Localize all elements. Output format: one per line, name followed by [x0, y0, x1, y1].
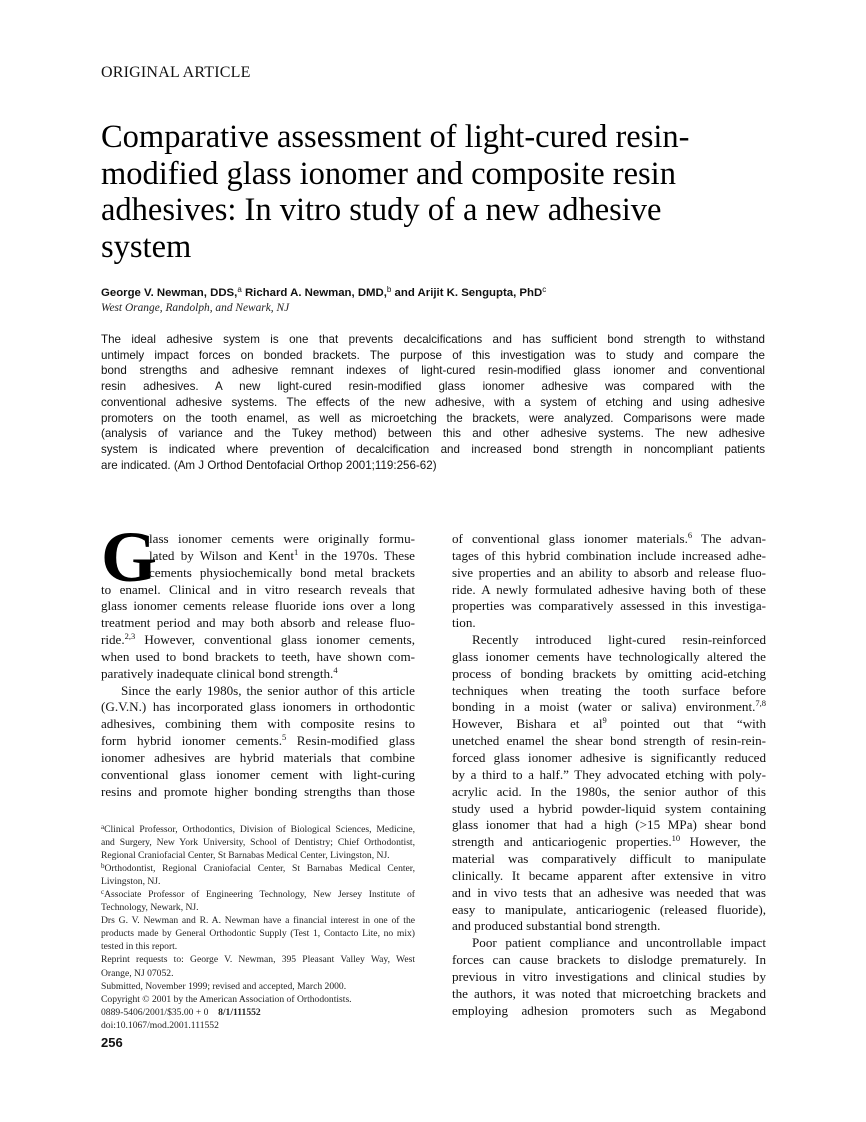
- citation-superscript: 5: [282, 732, 287, 743]
- body-right-line: study used a hybrid powder-liquid system containing: [452, 800, 766, 816]
- body-left-line: lass ionomer cements were originally formu-: [149, 531, 415, 546]
- body-right-column: [452, 531, 766, 1019]
- article-id: 8/1/111552: [218, 1006, 261, 1018]
- body-left-line: glass ionomer cements release fluoride ions over a long: [101, 598, 415, 614]
- citation-superscript: 6: [687, 530, 693, 540]
- affiliation-mark: b: [101, 862, 105, 871]
- author-location: West Orange, Randolph, and Newark, NJ: [101, 302, 290, 314]
- body-right-line: and produced substantial bond strength.: [452, 918, 661, 934]
- footnote-line: Technology, Newark, NJ.: [101, 902, 199, 914]
- citation-superscript: 7,8: [755, 698, 766, 709]
- footnotes: [101, 823, 415, 1032]
- section-label: ORIGINAL ARTICLE: [101, 64, 251, 81]
- body-left-line: when used to bond brackets to teeth, have shown com-: [101, 648, 415, 664]
- body-right-line: tion.: [452, 615, 476, 631]
- footnote-line: Livingston, NJ.: [101, 876, 161, 888]
- body-right-line: forced glass ionomer adhesive is significantly reduced: [452, 749, 766, 765]
- body-left-column: [101, 531, 415, 801]
- body-right-line: Poor patient compliance and uncontrollable impact: [472, 935, 766, 951]
- footnote-line: $^a$Clinical Professor, Orthodontics, Division of Biological Sciences, Medicine,: [101, 823, 415, 835]
- footnote-line: Regional Craniofacial Center, St Barnabas Medical Center, Livingston, NJ.: [101, 850, 390, 862]
- body-right-line: unetched enamel the shear bond strength of resin-rein-: [452, 733, 766, 749]
- body-right-line: properties was comparatively assessed in this investiga-: [452, 598, 766, 614]
- body-left-line: resins and promote higher bonding strengths than those: [101, 783, 415, 799]
- title-line: adhesives: In vitro study of a new adhesive: [101, 192, 662, 228]
- footnote-line: Submitted, November 1999; revised and accepted, March 2000.: [101, 980, 347, 992]
- page-number: 256: [101, 1035, 123, 1050]
- body-left-line: adhesives, combining them with composite resins to: [101, 716, 415, 732]
- body-left-line: conventional glass ionomer cement with light-curing: [101, 766, 415, 782]
- body-right-line: previous in vitro investigations and clinical studies by: [452, 968, 766, 984]
- citation-superscript: 2,3: [124, 631, 136, 642]
- affiliation-mark: a: [101, 823, 105, 831]
- author-name: and Arijit K. Sengupta, PhD: [394, 287, 543, 299]
- body-left-line: to enamel. Clinical and in vitro research reveals that: [101, 581, 415, 597]
- body-right-line: sive properties and an ability to absorb and release fluo-: [452, 564, 766, 580]
- body-right-line: the authors, it was noted that microetching brackets and: [452, 985, 766, 1001]
- footnote-line: tested in this report.: [101, 941, 178, 953]
- body-right-line: acrylic acid. In the 1980s, the senior author of this: [452, 783, 766, 799]
- title-line: Comparative assessment of light-cured resin-: [101, 119, 690, 155]
- body-right-line: glass ionomer that had a high (>15 MPa) shear bond: [452, 817, 766, 833]
- footnote-line: Copyright © 2001 by the American Association of Orthodontists.: [101, 993, 352, 1005]
- body-left-line: ride.$^{2,3}$ However, conventional glass ionomer cements,: [101, 631, 415, 648]
- abstract-line: system is indicated where prevention of decalcification and increased bond strength in noncompliant patients: [101, 442, 765, 456]
- body-right-line: However, Bishara et $al^9$ pointed out that “with: [452, 715, 766, 732]
- citation-superscript: 9: [602, 715, 607, 726]
- body-right-line: techniques when treating the tooth surface before: [452, 682, 766, 698]
- body-right-line: clinically. It became apparent after extensive in vitro: [452, 867, 766, 883]
- body-right-line: employing adhesion promoters such as Megabond: [452, 1002, 766, 1018]
- article-title: [101, 119, 761, 265]
- author-name: Richard A. Newman, DMD,: [244, 287, 387, 299]
- abstract-line: bond strengths and adhesive remnant indexes of light-cured resin-modified glass ionomer and conventional: [101, 364, 765, 378]
- body-right-line: forces can cause brackets to dislodge prematurely. In: [452, 952, 766, 968]
- body-left-line: ionomer adhesives are hybrid materials that combine: [101, 749, 415, 765]
- abstract-line: conventional adhesive systems. The effects of the new adhesive, with a system of etching and using adhesive: [101, 395, 765, 409]
- footnote-line: doi:10.1067/mod.2001.111552: [101, 1019, 219, 1031]
- body-right-line: of conventional glass ionomer materials.$^6$ The advan-: [452, 530, 766, 546]
- author-list: [101, 287, 546, 299]
- body-left-line: lated by Wilson and Kent$^1$ in the 1970s. These: [149, 546, 415, 563]
- abstract-line: untimely impact forces on bonded brackets. The purpose of this investigation was to study and compare the: [101, 348, 765, 362]
- body-right-line: by a third to a half.” They advocated etching with poly-: [452, 766, 766, 782]
- abstract: [101, 332, 765, 473]
- citation-superscript: 1: [293, 546, 299, 557]
- body-right-line: material was comparatively difficult to manipulate: [452, 851, 766, 867]
- footnote-line: Drs G. V. Newman and R. A. Newman have a financial interest in one of the: [101, 915, 415, 927]
- abstract-line: resin adhesives. A new light-cured resin-modified glass ionomer adhesive was compared with the: [101, 380, 765, 394]
- author-affiliation-mark: c: [542, 285, 547, 294]
- body-left-line: cements physiochemically bond metal brackets: [149, 564, 415, 580]
- footnote-line: Orange, NJ 07052.: [101, 967, 174, 979]
- footnote-line: products made by General Orthodontic Supply (Test 1, Contacto Lite, no mix): [101, 928, 415, 940]
- author-affiliation-mark: b: [386, 285, 392, 294]
- body-right-line: glass ionomer cements have technologically altered the: [452, 648, 766, 664]
- body-right-line: tages of this hybrid combination include increased adhe-: [452, 547, 766, 563]
- title-line: system: [101, 228, 192, 265]
- body-right-line: Recently introduced light-cured resin-reinforced: [472, 632, 766, 648]
- body-right-line: easy to manipulate, anticariogenic (released fluoride),: [452, 901, 766, 917]
- body-right-line: process of bonding brackets by omitting acid-etching: [452, 665, 766, 681]
- footnote-line: 0889-5406/2001/$35.00 + 0 8/1/111552: [101, 1006, 261, 1018]
- body-right-line: strength and anticariogenic properties.$^{10}$ However, the: [452, 833, 766, 850]
- body-left-line: treatment period and may both absorb and release fluo-: [101, 615, 415, 631]
- author-affiliation-mark: a: [237, 285, 242, 294]
- footnote-line: Reprint requests to: George V. Newman, 395 Pleasant Valley Way, West: [101, 954, 415, 966]
- citation-superscript: 10: [671, 833, 681, 844]
- title-line: modified glass ionomer and composite resin: [101, 155, 676, 192]
- body-left-line: Since the early 1980s, the senior author of this article: [121, 682, 415, 698]
- drop-cap: G: [101, 517, 158, 597]
- body-right-line: and in vivo tests that an adhesive was needed that was: [452, 884, 766, 900]
- body-left-line: paratively inadequate clinical bond strength.$^4$: [101, 664, 338, 681]
- body-left-line: (G.V.N.) has incorporated glass ionomers in orthodontic: [101, 699, 415, 715]
- author-name: George V. Newman, DDS,: [101, 287, 238, 299]
- abstract-line: are indicated. (Am J Orthod Dentofacial Orthop 2001;119:256-62): [101, 458, 437, 472]
- abstract-line: promoters on the tooth enamel, as well as microetching the brackets, were analyzed. Comparisons were made: [101, 411, 765, 425]
- abstract-line: (analysis of variance and the Tukey method) between this and other adhesive systems. The new adhesive: [101, 427, 765, 441]
- affiliation-mark: c: [101, 888, 105, 897]
- footnote-line: $^c$Associate Professor of Engineering Technology, New Jersey Institute of: [101, 888, 415, 901]
- footnote-line: $^b$Orthodontist, Regional Craniofacial Center, St Barnabas Medical Center,: [101, 862, 415, 875]
- body-left-line: form hybrid ionomer cements.$^5$ Resin-modified glass: [101, 732, 415, 749]
- footnote-line: and Surgery, New York University, School of Dentistry; Chief Orthodontist,: [101, 837, 415, 849]
- body-right-line: bonding in a moist (water or saliva) environment.$^{7,8}$: [452, 698, 766, 715]
- body-right-line: ride. A newly formulated adhesive having both of these: [452, 581, 766, 597]
- citation-superscript: 4: [333, 664, 338, 675]
- abstract-line: The ideal adhesive system is one that prevents decalcifications and has sufficient bond strength to withstand: [101, 333, 765, 346]
